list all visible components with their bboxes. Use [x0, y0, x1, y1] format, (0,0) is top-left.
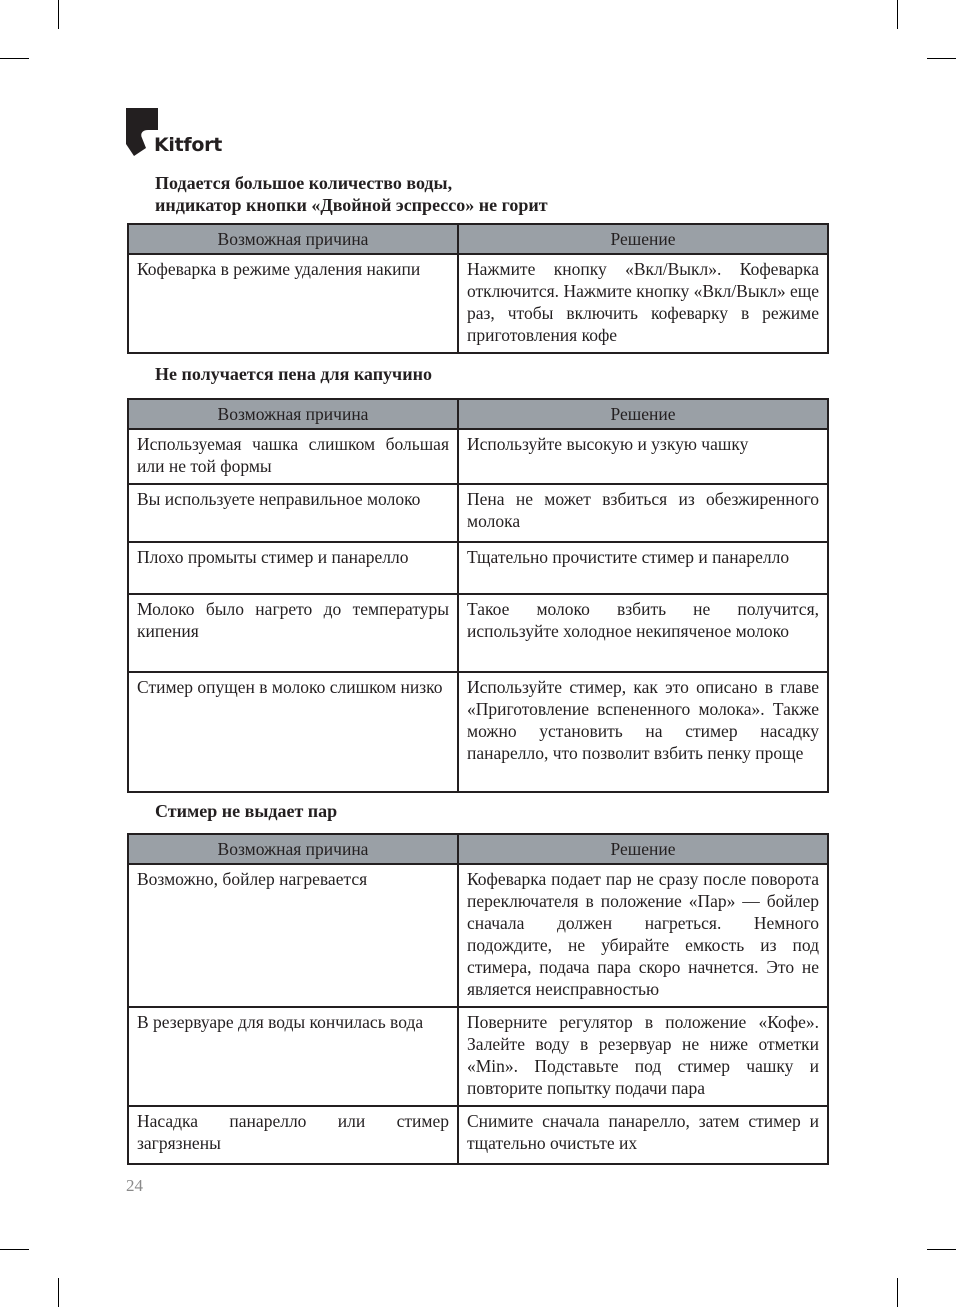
crop-mark-top-left-vertical	[58, 0, 59, 29]
table-row	[128, 429, 828, 484]
section-1-title-line2: индикатор кнопки «Двойной эспрессо» не горит	[155, 195, 548, 215]
cause-cell: Насадка панарелло или стимер загрязнены	[128, 1106, 458, 1164]
cause-cell: Кофеварка в режиме удаления накипи	[128, 254, 458, 353]
cause-cell: Молоко было нагрето до температуры кипения	[128, 594, 458, 672]
section-3-title	[155, 800, 337, 822]
page-number: 24	[126, 1176, 143, 1195]
cause-cell: В резервуаре для воды кончилась вода	[128, 1007, 458, 1106]
crop-mark-bottom-right-vertical	[897, 1278, 898, 1307]
cause-cell: Плохо промыты стимер и панарелло	[128, 542, 458, 594]
solution-cell: Нажмите кнопку «Вкл/Выкл». Кофеварка отключится. Нажмите кнопку «Вкл/Выкл» еще раз, чтобы включить кофеварку в режиме приготовления кофе	[458, 254, 828, 353]
column-header-cause: Возможная причина	[128, 834, 458, 864]
solution-cell: Поверните регулятор в положение «Кофе». Залейте воду в резервуар не ниже отметки «Min». Подставьте под стимер чашку и повторите попытку подачи пара	[458, 1007, 828, 1106]
section-2-title	[155, 363, 432, 385]
crop-mark-bottom-right-horizontal	[927, 1249, 956, 1250]
troubleshooting-table-3	[127, 833, 829, 1165]
crop-mark-bottom-left-horizontal	[0, 1249, 29, 1250]
column-header-cause: Возможная причина	[128, 224, 458, 254]
solution-cell: Такое молоко взбить не получится, используйте холодное некипяченое молоко	[458, 594, 828, 672]
solution-cell: Тщательно прочистите стимер и панарелло	[458, 542, 828, 594]
solution-cell: Используйте высокую и узкую чашку	[458, 429, 828, 484]
section-1-title-line1: Подается большое количество воды,	[155, 173, 453, 193]
table-row	[128, 1106, 828, 1164]
solution-cell: Используйте стимер, как это описано в главе «Приготовление вспененного молока». Также можно установить на стимер насадку панарелло, что позволит взбить пенку проще	[458, 672, 828, 792]
solution-cell: Пена не может взбиться из обезжиренного молока	[458, 484, 828, 542]
crop-mark-top-left-horizontal	[0, 58, 29, 59]
column-header-solution: Решение	[458, 834, 828, 864]
table-row	[128, 1007, 828, 1106]
crop-mark-bottom-left-vertical	[58, 1278, 59, 1307]
crop-mark-top-right-vertical	[897, 0, 898, 29]
cause-cell: Вы используете неправильное молоко	[128, 484, 458, 542]
table-row	[128, 484, 828, 542]
table-row	[128, 864, 828, 1007]
table-row	[128, 672, 828, 792]
column-header-solution: Решение	[458, 399, 828, 429]
solution-cell: Снимите сначала панарелло, затем стимер и тщательно очистьте их	[458, 1106, 828, 1164]
brand-name: Kitfort	[154, 134, 222, 156]
section-2-title-line1: Не получается пена для капучино	[155, 364, 432, 384]
troubleshooting-table-1	[127, 223, 829, 354]
troubleshooting-table-2	[127, 398, 829, 793]
column-header-cause: Возможная причина	[128, 399, 458, 429]
table-row	[128, 254, 828, 353]
table-row	[128, 594, 828, 672]
section-1-title	[155, 172, 548, 216]
cause-cell: Используемая чашка слишком большая или не той формы	[128, 429, 458, 484]
crop-mark-top-right-horizontal	[927, 58, 956, 59]
cause-cell: Возможно, бойлер нагревается	[128, 864, 458, 1007]
section-3-title-line1: Стимер не выдает пар	[155, 801, 338, 821]
column-header-solution: Решение	[458, 224, 828, 254]
solution-cell: Кофеварка подает пар не сразу после поворота переключателя в положение «Пар» — бойлер сначала должен нагреться. Немного подождите, не убирайте емкость из под стимера, подача пара скоро начнется. Это не является неисправностью	[458, 864, 828, 1007]
table-row	[128, 542, 828, 594]
cause-cell: Стимер опущен в молоко слишком низко	[128, 672, 458, 792]
